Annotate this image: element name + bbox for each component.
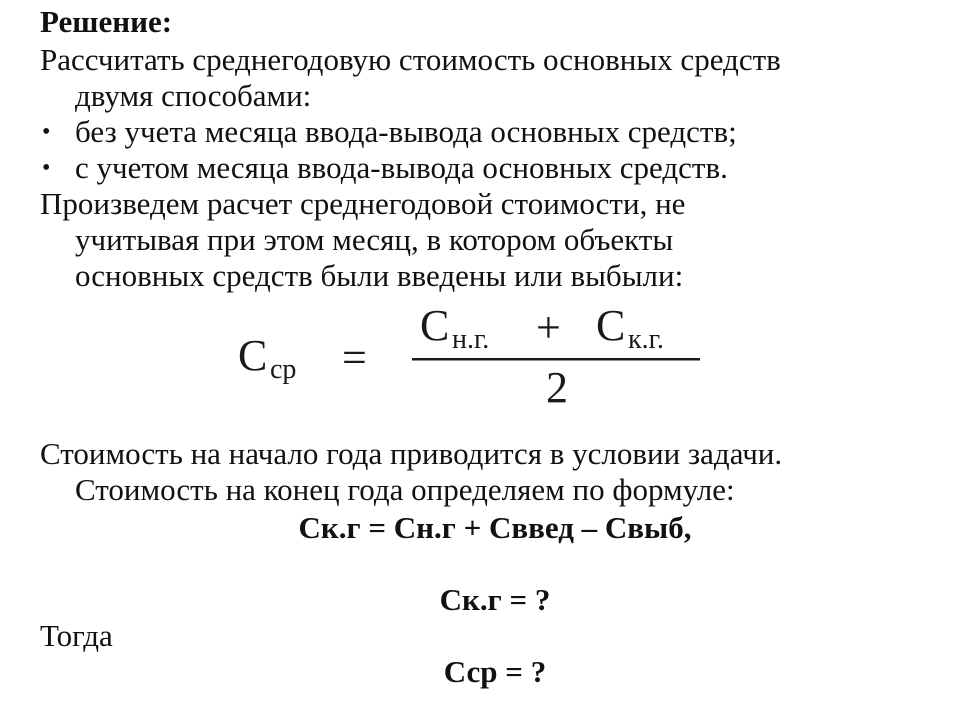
formula-denominator: 2 — [546, 363, 568, 412]
end-year-formula: Ск.г = Сн.г + Сввед – Свыб, — [298, 510, 692, 545]
formula-term2-base: С — [596, 301, 626, 350]
formula-equals: = — [342, 333, 367, 382]
paragraph2-line-2: учитывая при этом месяц, в котором объекты — [75, 222, 674, 257]
formula-term1-sub: н.г. — [452, 324, 490, 355]
bullet-dot-icon: • — [42, 119, 51, 145]
formula-term2-sub: к.г. — [628, 324, 664, 355]
average-cost-formula — [230, 300, 710, 420]
end-year-question: Ск.г = ? — [439, 582, 551, 617]
formula-lhs-sub: ср — [270, 354, 297, 385]
formula-term1-base: С — [420, 301, 450, 350]
bullet-dot-icon: • — [42, 155, 51, 181]
intro-line-1: Рассчитать среднегодовую стоимость основных средств — [40, 42, 781, 77]
paragraph3-line-2: Стоимость на конец года определяем по формуле: — [75, 472, 735, 507]
paragraph2-line-3: основных средств были введены или выбыли: — [75, 258, 684, 293]
bullet-item-2: с учетом месяца ввода-вывода основных средств. — [75, 150, 728, 185]
solution-heading: Решение: — [40, 4, 173, 39]
average-question: Сср = ? — [443, 654, 547, 689]
formula-fraction-bar — [412, 358, 700, 361]
formula-plus: + — [536, 303, 561, 352]
formula-lhs-base: С — [238, 331, 268, 380]
bullet-item-1: без учета месяца ввода-вывода основных средств; — [75, 114, 737, 149]
intro-line-2: двумя способами: — [75, 78, 312, 113]
paragraph2-line-1: Произведем расчет среднегодовой стоимости, не — [40, 186, 686, 221]
then-word: Тогда — [40, 618, 113, 653]
paragraph3-line-1: Стоимость на начало года приводится в условии задачи. — [40, 436, 783, 471]
